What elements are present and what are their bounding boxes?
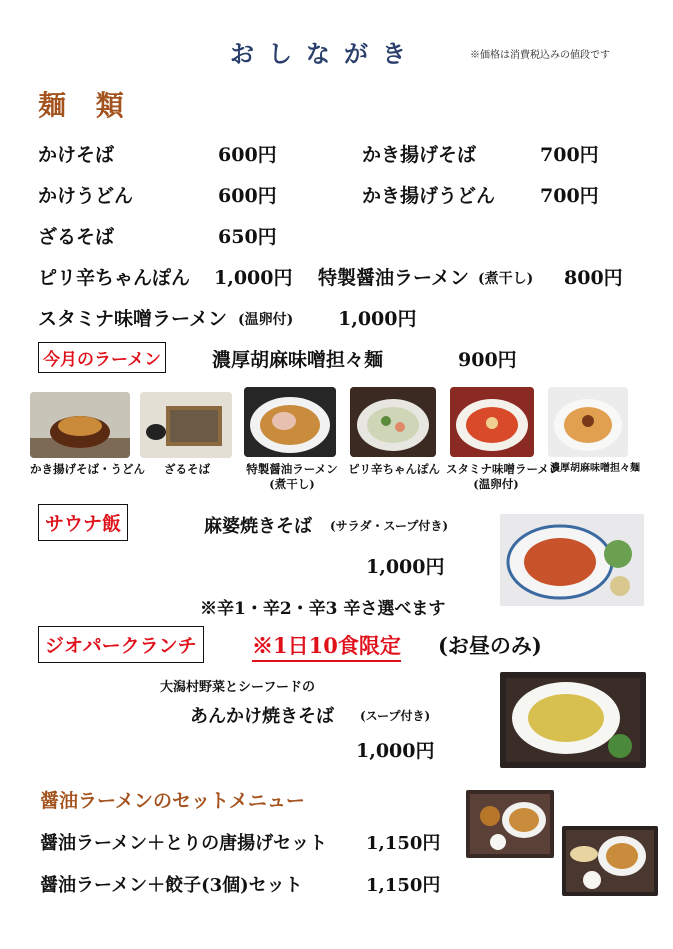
gallery-caption: ざるそば (164, 462, 210, 476)
geopark-item-note: (スープ付き) (360, 709, 431, 723)
shoyu-ramen-photo-icon (244, 387, 336, 457)
sauna-item-name: 麻婆焼きそば (204, 516, 312, 537)
gyoza-set-photo-icon (562, 826, 658, 896)
sauna-item-note: (サラダ・スープ付き) (330, 519, 449, 533)
gallery-caption-sub: (煮干し) (269, 477, 315, 491)
menu-item-name: かき揚げうどん (362, 185, 496, 207)
menu-item-note: (温卵付) (238, 312, 294, 328)
monthly-ramen-label: 今月のラーメン (38, 342, 166, 373)
menu-item-name: かき揚げそば (362, 144, 477, 166)
page-title: おしながき (230, 39, 420, 68)
menu-item-name: スタミナ味噌ラーメン (38, 308, 228, 330)
geopark-origin: 大潟村野菜とシーフードの (160, 680, 315, 695)
menu-item-name: ざるそば (38, 226, 115, 248)
menu-item-name: かけうどん (38, 185, 134, 207)
gallery-caption: スタミナ味噌ラーメン (446, 462, 561, 476)
section-heading-noodles: 麺 類 (38, 89, 134, 122)
tantanmen-photo-icon (548, 387, 628, 457)
miso-ramen-photo-icon (450, 387, 534, 457)
set-item-price: 1,150円 (366, 833, 441, 854)
menu-item-price: 800円 (564, 267, 623, 289)
menu-item-price: 650円 (218, 226, 277, 248)
karaage-set-photo-icon (466, 790, 554, 858)
gallery-caption: かき揚げそば・うどん (30, 462, 145, 476)
monthly-ramen-name: 濃厚胡麻味噌担々麺 (212, 349, 384, 371)
limit-note: ※1日10食限定 (252, 630, 401, 662)
monthly-ramen-price: 900円 (458, 349, 517, 371)
sauna-label: サウナ飯 (38, 504, 128, 541)
section-heading-sets: 醤油ラーメンのセットメニュー (40, 790, 305, 812)
geopark-item-name: あんかけ焼きそば (190, 706, 334, 727)
spice-note: ※辛1・辛2・辛3 辛さ選べます (200, 599, 446, 619)
gallery-caption: 濃厚胡麻味噌担々麺 (550, 463, 640, 474)
menu-item-name: かけそば (38, 144, 115, 166)
champon-photo-icon (350, 387, 436, 457)
menu-item-price: 700円 (540, 144, 599, 166)
gallery-caption-sub: (温卵付) (473, 477, 519, 491)
ankake-yakisoba-photo-icon (500, 672, 646, 768)
sauna-item-price: 1,000円 (366, 556, 445, 578)
menu-item-price: 1,000円 (338, 308, 417, 330)
menu-item-price: 700円 (540, 185, 599, 207)
menu-item-price: 1,000円 (214, 267, 293, 289)
gallery-caption: 特製醤油ラーメン (246, 462, 338, 476)
gallery-caption: ピリ辛ちゃんぽん (348, 462, 440, 476)
zaru-soba-photo-icon (140, 392, 232, 458)
menu-item-price: 600円 (218, 185, 277, 207)
menu-item-price: 600円 (218, 144, 277, 166)
limit-note-suffix: (お昼のみ) (438, 633, 542, 658)
tax-note: ※価格は消費税込みの値段です (470, 50, 610, 61)
geopark-item-price: 1,000円 (356, 740, 435, 762)
set-item-name: 醤油ラーメン＋餃子(3個)セット (40, 875, 303, 896)
menu-item-note: (煮干し) (478, 271, 534, 287)
menu-item-name: ピリ辛ちゃんぽん (38, 267, 191, 289)
menu-item-name: 特製醤油ラーメン (318, 267, 470, 289)
geopark-label: ジオパークランチ (38, 626, 204, 663)
set-item-name: 醤油ラーメン＋とりの唐揚げセット (40, 833, 328, 854)
set-item-price: 1,150円 (366, 875, 441, 896)
mapo-yakisoba-photo-icon (500, 514, 644, 606)
kakiage-bowl-photo-icon (30, 392, 130, 458)
